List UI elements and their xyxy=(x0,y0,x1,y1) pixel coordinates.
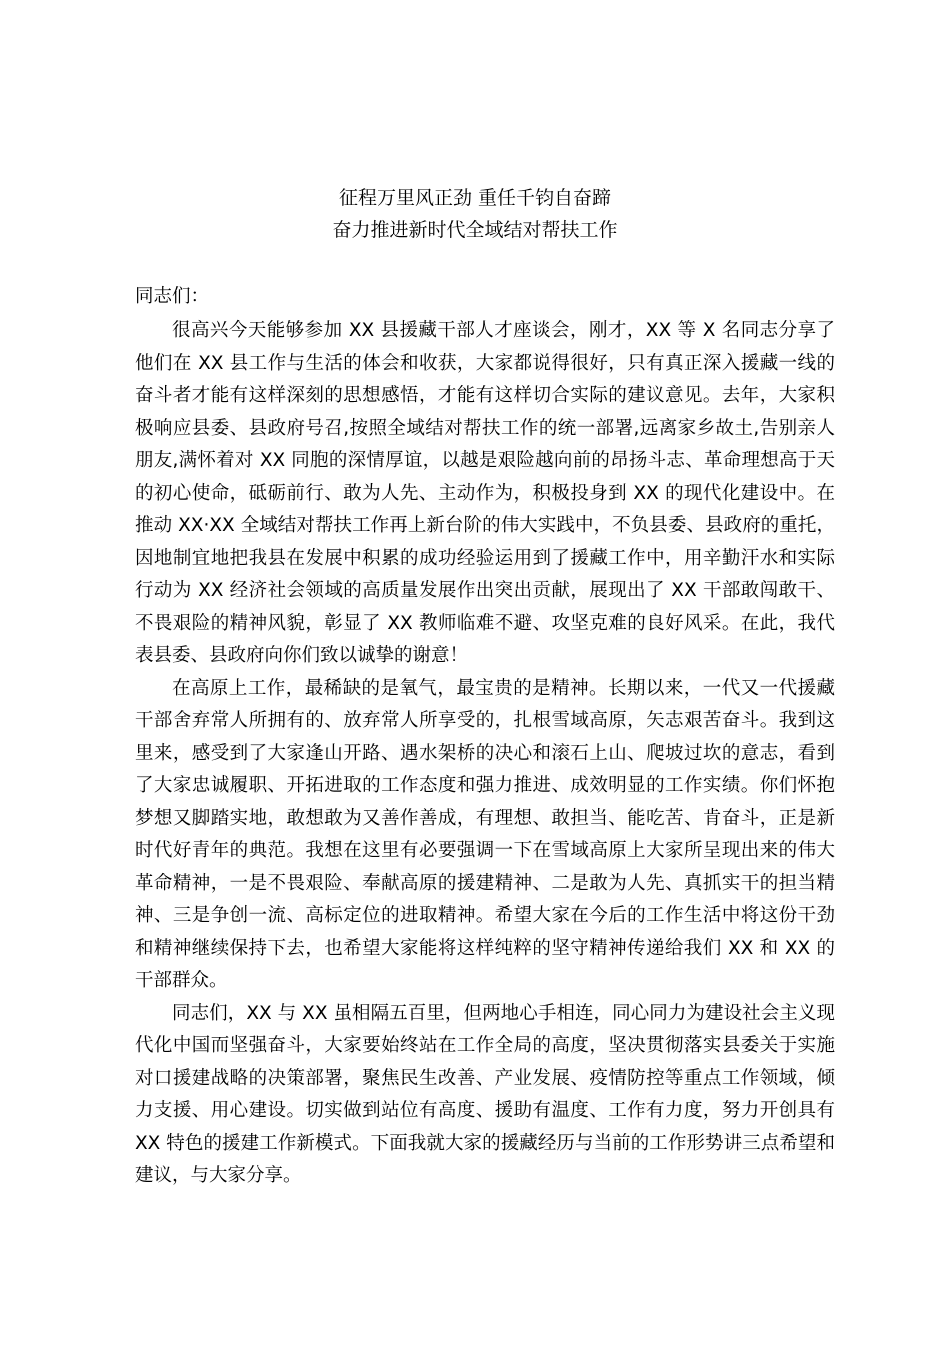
salutation: 同志们： xyxy=(135,286,210,307)
paragraph-3: 同志们，XX 与 XX 虽相隔五百里，但两地心手相连，同心同力为建设社会主义现代化中国而坚强奋斗，大家要始终站在工作全局的高度，坚决贯彻落实县委关于实施对口援建战略的决策部署，聚焦民生改善、产业发展、疫情防控等重点工作领域，倾力支援、用心建设。切实做到站位有高度、援助有温度、工作有力度，努力开创具有 XX 特色的援建工作新模式。下面我就大家的援藏经历与当前的工作形势讲三点希望和建议，与大家分享。 xyxy=(135,1002,835,1186)
document-body xyxy=(135,282,835,1193)
paragraph-1: 很高兴今天能够参加 XX 县援藏干部人才座谈会，刚才，XX 等 X 名同志分享了他们在 XX 县工作与生活的体会和收获，大家都说得很好，只有真正深入援藏一线的奋斗者才能有这样深刻的思想感悟，才能有这样切合实际的建议意见。去年，大家积极响应县委、县政府号召,按照全域结对帮扶工作的统一部署,远离家乡故土,告别亲人朋友,满怀着对 XX 同胞的深情厚谊，以越是艰险越向前的昂扬斗志、革命理想高于天的初心使命，砥砺前行、敢为人先、主动作为，积极投身到 XX 的现代化建设中。在推动 XX·XX 全域结对帮扶工作再上新台阶的伟大实践中，不负县委、县政府的重托，因地制宜地把我县在发展中积累的成功经验运用到了援藏工作中，用辛勤汗水和实际行动为 XX 经济社会领域的高质量发展作出突出贡献，展现出了 XX 干部敢闯敢干、不畏艰险的精神风貌，彰显了 XX 教师临难不避、攻坚克难的良好风采。在此，我代表县委、县政府向你们致以诚挚的谢意！ xyxy=(135,320,835,666)
paragraph-2: 在高原上工作，最稀缺的是氧气，最宝贵的是精神。长期以来，一代又一代援藏干部舍弃常人所拥有的、放弃常人所享受的，扎根雪域高原，矢志艰苦奋斗。我到这里来，感受到了大家逢山开路、遇水架桥的决心和滚石上山、爬坡过坎的意志，看到了大家忠诚履职、开拓进取的工作态度和强力推进、成效明显的工作实绩。你们怀抱梦想又脚踏实地，敢想敢为又善作善成，有理想、敢担当、能吃苦、肯奋斗，正是新时代好青年的典范。我想在这里有必要强调一下在雪域高原上大家所呈现出来的伟大革命精神，一是不畏艰险、奉献高原的援建精神、二是敢为人先、真抓实干的担当精神、三是争创一流、高标定位的进取精神。希望大家在今后的工作生活中将这份干劲和精神继续保持下去，也希望大家能将这样纯粹的坚守精神传递给我们 XX 和 XX 的干部群众。 xyxy=(135,677,835,991)
document-title-line-1: 征程万里风正劲 重任千钧自奋蹄 xyxy=(338,187,612,209)
document-title-line-2: 奋力推进新时代全域结对帮扶工作 xyxy=(332,219,618,241)
